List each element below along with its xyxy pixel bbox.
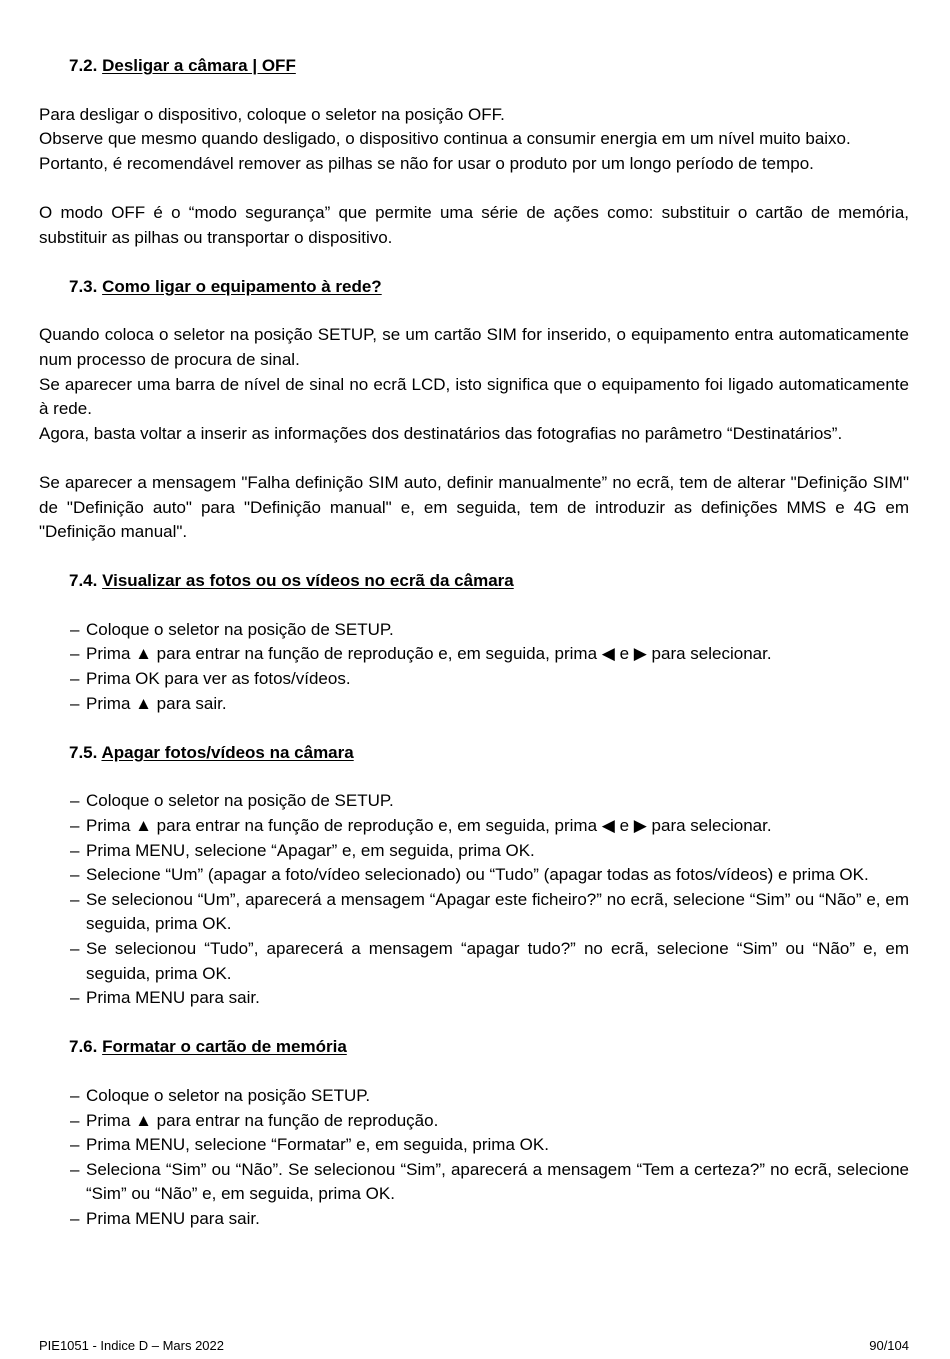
list-item: – Prima MENU para sair. — [39, 986, 909, 1011]
list-item: – Prima ▲ para sair. — [39, 692, 909, 717]
section-title: Apagar fotos/vídeos na câmara — [101, 742, 354, 762]
instruction-list — [39, 789, 909, 1010]
text-line: Agora, basta voltar a inserir as informações dos destinatários das fotografias no parâmetro “Destinatários”. — [39, 423, 843, 443]
paragraph — [39, 323, 909, 446]
list-item: – Prima ▲ para entrar na função de reprodução e, em seguida, prima ◀ e ▶ para selecionar. — [39, 814, 909, 839]
page-footer — [39, 1338, 909, 1353]
section-heading-7-2 — [69, 54, 909, 79]
instruction-list — [39, 618, 909, 716]
list-item: – Selecione “Um” (apagar a foto/vídeo selecionado) ou “Tudo” (apagar todas as fotos/vídeos) e prima OK. — [39, 863, 909, 888]
list-item: – Prima ▲ para entrar na função de reprodução e, em seguida, prima ◀ e ▶ para selecionar. — [39, 642, 909, 667]
section-number: 7.3. — [69, 276, 98, 296]
list-item: – Prima MENU, selecione “Formatar” e, em seguida, prima OK. — [39, 1133, 909, 1158]
paragraph: Se aparecer a mensagem "Falha definição SIM auto, definir manualmente” no ecrã, tem de alterar "Definição SIM" de "Definição auto" para "Definição manual" e, em seguida, tem de introduzir as definições MMS e 4G em "Definição manual". — [39, 472, 909, 542]
text-line: Portanto, é recomendável remover as pilhas se não for usar o produto por um longo período de tempo. — [39, 153, 814, 173]
list-item: – Prima ▲ para entrar na função de reprodução. — [39, 1109, 909, 1134]
list-item: – Se selecionou “Tudo”, aparecerá a mensagem “apagar tudo?” no ecrã, selecione “Sim” ou “Não” e, em seguida, prima OK. — [39, 937, 909, 986]
section-title: Desligar a câmara | OFF — [102, 56, 296, 75]
list-item: – Seleciona “Sim” ou “Não”. Se selecionou “Sim”, aparecerá a mensagem “Tem a certeza?” no ecrã, selecione “Sim” ou “Não” e, em seguida, prima OK. — [39, 1158, 909, 1207]
instruction-list — [39, 1084, 909, 1232]
section-number: 7.4. — [69, 571, 98, 591]
list-item: – Coloque o seletor na posição SETUP. — [39, 1084, 909, 1109]
paragraph — [39, 103, 909, 177]
section-number: 7.6. — [69, 1037, 98, 1057]
list-item: – Prima MENU, selecione “Apagar” e, em seguida, prima OK. — [39, 839, 909, 864]
section-heading-7-3 — [69, 275, 909, 300]
list-item: – Coloque o seletor na posição de SETUP. — [39, 618, 909, 643]
paragraph: O modo OFF é o “modo segurança” que permite uma série de ações como: substituir o cartão de memória, substituir as pilhas ou transportar o dispositivo. — [39, 202, 909, 247]
text-line: Para desligar o dispositivo, coloque o seletor na posição OFF. — [39, 104, 505, 124]
document-reference: PIE1051 - Indice D – Mars 2022 — [39, 1338, 224, 1353]
list-item: – Prima OK para ver as fotos/vídeos. — [39, 667, 909, 692]
list-item: – Se selecionou “Um”, aparecerá a mensagem “Apagar este ficheiro?” no ecrã, selecione “Sim” ou “Não” e, em seguida, prima OK. — [39, 888, 909, 937]
list-item: – Coloque o seletor na posição de SETUP. — [39, 789, 909, 814]
text-line: Se aparecer uma barra de nível de sinal no ecrã LCD, isto significa que o equipamento foi ligado automaticamente à rede. — [39, 374, 909, 419]
section-heading-7-4 — [69, 569, 909, 594]
text-line: Observe que mesmo quando desligado, o dispositivo continua a consumir energia em um nível muito baixo. — [39, 129, 851, 149]
document-page — [39, 54, 909, 1256]
section-heading-7-6 — [69, 1035, 909, 1060]
section-title: Visualizar as fotos ou os vídeos no ecrã da câmara — [102, 571, 514, 591]
section-number: 7.5. — [69, 742, 98, 762]
section-heading-7-5 — [69, 741, 909, 766]
section-title: Formatar o cartão de memória — [102, 1037, 347, 1057]
section-title: Como ligar o equipamento à rede? — [102, 276, 382, 296]
section-number: 7.2. — [69, 56, 98, 75]
list-item: – Prima MENU para sair. — [39, 1207, 909, 1232]
page-number: 90/104 — [869, 1338, 909, 1353]
text-line: Quando coloca o seletor na posição SETUP, se um cartão SIM for inserido, o equipamento entra automaticamente num processo de procura de sinal. — [39, 325, 909, 369]
